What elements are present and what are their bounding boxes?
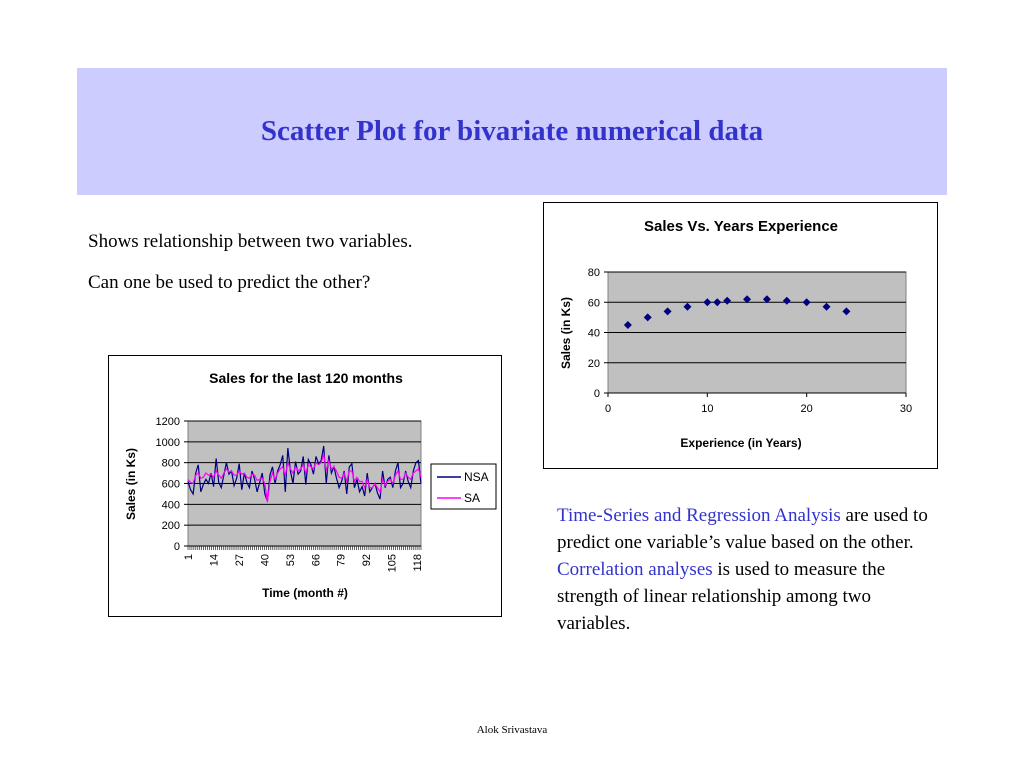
paragraph-text-1: are used to predict one variable’s value based on the other. <box>557 505 928 553</box>
x-tick-label: 1 <box>183 554 195 561</box>
chart-title: Sales for the last 120 months <box>209 370 403 386</box>
y-axis-label: Sales (in Ks) <box>559 296 573 370</box>
x-tick-label: 10 <box>701 403 714 415</box>
y-tick-label: 1200 <box>155 416 180 428</box>
time-series-chart-svg <box>109 356 503 618</box>
x-tick-label: 53 <box>284 554 297 567</box>
chart-title: Sales Vs. Years Experience <box>643 218 839 235</box>
x-tick-label: 40 <box>259 554 272 567</box>
y-axis-label: Sales (in Ks) <box>124 447 138 521</box>
x-axis-label: Time (month #) <box>262 586 348 600</box>
y-tick-label: 80 <box>587 267 600 279</box>
bullet-text-2: Can one be used to predict the other? <box>88 272 371 293</box>
x-tick-label: 0 <box>604 403 612 415</box>
y-tick-label: 0 <box>173 541 180 553</box>
highlight-time-series: Time-Series and Regression Analysis <box>557 505 841 526</box>
y-tick-label: 40 <box>587 327 600 340</box>
x-axis-label: Experience (in Years) <box>680 436 802 450</box>
highlight-correlation: Correlation analyses <box>557 559 713 580</box>
x-tick-label: 92 <box>361 554 374 567</box>
x-tick-label: 20 <box>800 403 813 415</box>
x-tick-label: 105 <box>386 554 399 573</box>
bullet-text-1: Shows relationship between two variables. <box>88 231 413 252</box>
legend-label-sa: SA <box>464 491 481 505</box>
y-tick-label: 600 <box>161 478 180 491</box>
x-tick-label: 79 <box>335 554 348 567</box>
scatter-chart-svg <box>544 203 939 470</box>
paragraph-text-2: is used to measure the strength of linear relationship among two variables. <box>557 559 886 634</box>
y-tick-label: 1000 <box>155 436 180 449</box>
x-tick-label: 30 <box>899 403 913 415</box>
y-tick-label: 0 <box>593 388 600 400</box>
title-banner <box>77 68 947 195</box>
x-tick-label: 118 <box>412 554 425 572</box>
y-tick-label: 20 <box>587 357 600 370</box>
x-tick-label: 66 <box>310 554 323 567</box>
y-tick-label: 400 <box>161 499 180 512</box>
analysis-paragraph <box>557 502 949 637</box>
legend-label-nsa: NSA <box>464 470 489 484</box>
x-tick-label: 14 <box>208 554 221 567</box>
slide-title: Scatter Plot for bivariate numerical data <box>260 115 764 147</box>
footer-author: Alok Srivastava <box>476 724 548 736</box>
y-tick-label: 800 <box>161 457 180 470</box>
x-tick-label: 27 <box>233 554 246 567</box>
scatter-chart <box>543 202 938 469</box>
y-tick-label: 200 <box>161 520 180 533</box>
y-tick-label: 60 <box>587 297 600 310</box>
time-series-chart <box>108 355 502 617</box>
